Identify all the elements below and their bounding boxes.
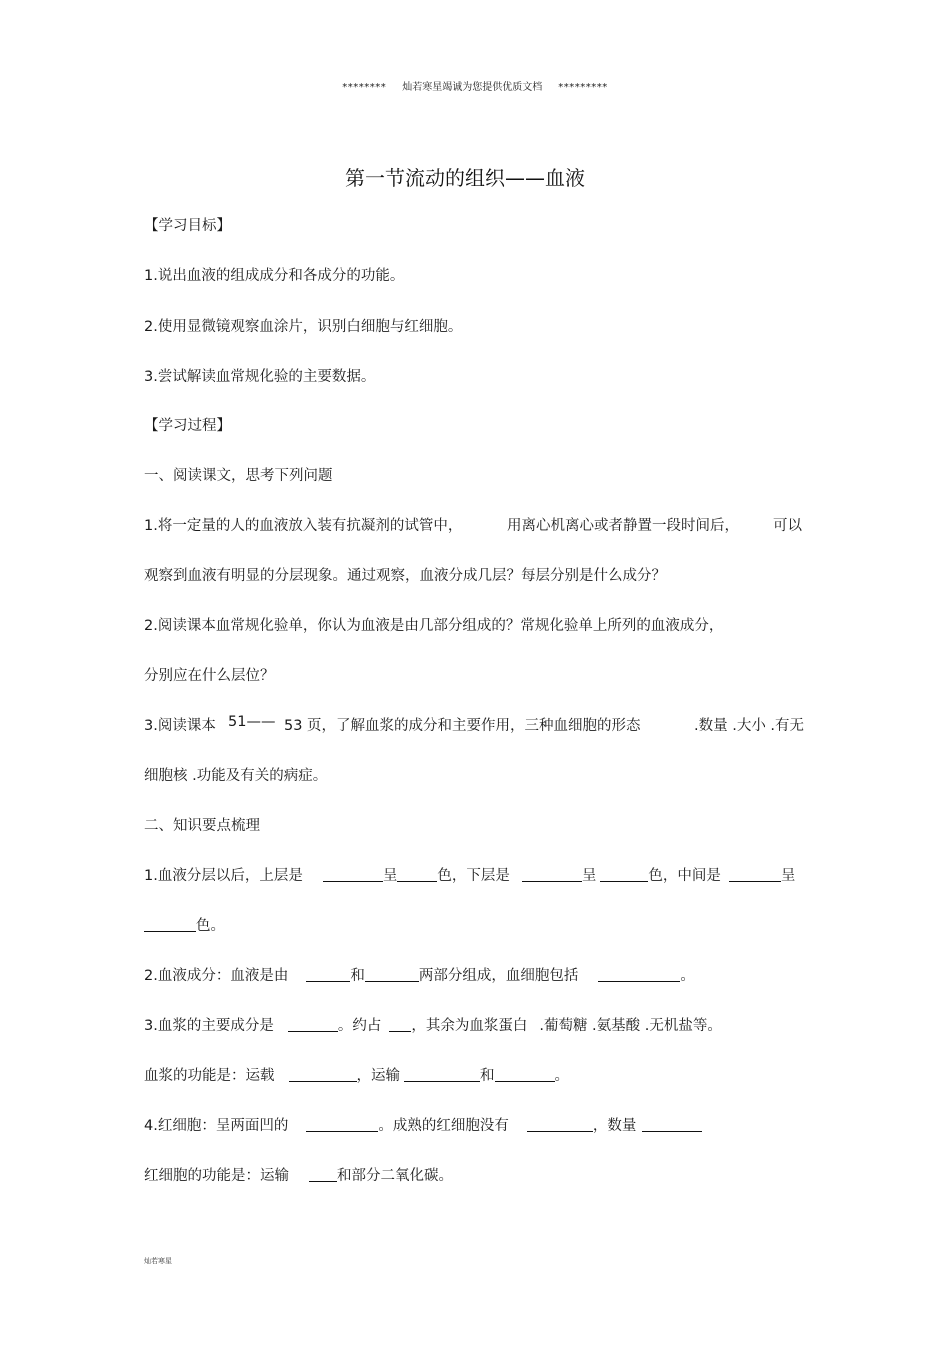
k4-text-c: ，数量 [592,1118,637,1134]
goal-item-1: 1.说出血液的组成成分和各成分的功能。 [144,268,405,284]
k1-text-e: 色，中间是 [648,868,721,884]
k3b-text-d: 。 [554,1068,569,1084]
k4b-blank-transport[interactable] [309,1167,337,1182]
k1-blank-middle-layer[interactable] [729,867,781,882]
q3-text-d: .数量 .大小 .有无 [694,718,805,734]
k3-blank-main[interactable] [288,1017,338,1032]
k1-text-d: 呈 [581,868,597,884]
q1-text-c: 可以 [773,518,802,534]
k4b-text-b: 和部分二氧化碳。 [337,1168,453,1184]
k1-line [144,864,795,885]
goal-item-2: 2.使用显微镜观察血涂片，识别白细胞与红细胞。 [144,319,463,335]
k3b-line [144,1064,569,1085]
k1-text-c: 色，下层是 [437,868,510,884]
k3-text-a: 3.血浆的主要成分是 [144,1018,274,1034]
q1-text-b: 用离心机离心或者静置一段时间后， [507,518,739,534]
k1-blank-middle-color[interactable] [144,917,196,932]
q1-text-d: 观察到血液有明显的分层现象。通过观察，血液分成几层？每层分别是什么成分？ [144,568,666,584]
k4-text-b: 。成熟的红细胞没有 [378,1118,509,1134]
k4-blank-lacks[interactable] [527,1117,593,1132]
q3-text-e: 细胞核 .功能及有关的病症。 [144,768,328,784]
k1-blank-lower-layer[interactable] [522,867,582,882]
k3-text-c: ，其余为血浆蛋白 [411,1018,528,1034]
q3-text-b: 51—— [228,714,276,730]
k2-text-d: 。 [680,968,695,984]
page-title: 第一节流动的组织——血液 [345,166,585,190]
goals-heading: 【学习目标】 [144,218,231,234]
process-heading: 【学习过程】 [144,418,231,434]
q2-text-b: 分别应在什么层位？ [144,668,275,684]
k2-blank-blood-cells[interactable] [598,967,680,982]
k1-text-g: 色。 [196,918,225,934]
goal-item-3: 3.尝试解读血常规化验的主要数据。 [144,369,376,385]
k3b-text-b: ，运输 [356,1068,400,1084]
q3-text-a: 3.阅读课本 [144,718,216,734]
k3b-blank-transport-1[interactable] [404,1067,480,1082]
k1-blank-lower-color[interactable] [600,867,648,882]
k3-line [144,1014,722,1035]
k4-text-a: 4.红细胞：呈两面凹的 [144,1118,289,1134]
k1-text-b: 呈 [382,868,398,884]
q1-text-a: 1.将一定量的人的血液放入装有抗凝剂的试管中， [144,518,463,534]
header-text: 灿若寒星竭诚为您提供优质文档 [402,82,543,93]
k4b-line [144,1164,453,1185]
k2-text-a: 2.血液成分：血液是由 [144,968,289,984]
k3b-blank-carry[interactable] [289,1067,357,1082]
k3b-text-a: 血浆的功能是：运载 [144,1068,275,1084]
q2-text-a: 2.阅读课本血常规化验单，你认为血液是由几部分组成的？常规化验单上所列的血液成分， [144,618,724,634]
k1-text-a: 1.血液分层以后，上层是 [144,868,303,884]
k1-line-2 [144,914,225,935]
k2-line [144,964,695,985]
k3-text-b: 。约占 [337,1018,382,1034]
page-footer: 灿若寒星 [144,1257,172,1265]
part2-title: 二、知识要点梳理 [144,818,260,834]
k4-line [144,1114,702,1135]
header-stars-right: ********* [558,82,608,93]
k4b-text-a: 红细胞的功能是：运输 [144,1168,289,1184]
k1-blank-upper-layer[interactable] [323,867,383,882]
k3-text-d: .葡萄糖 .氨基酸 .无机盐等。 [539,1018,722,1034]
k2-blank-part2[interactable] [365,967,419,982]
page-header [0,78,950,93]
k4-blank-count[interactable] [642,1117,702,1132]
k1-text-f: 呈 [780,868,796,884]
k3b-text-c: 和 [480,1068,495,1084]
k4-blank-shape[interactable] [306,1117,378,1132]
k1-blank-upper-color[interactable] [397,867,437,882]
k2-blank-part1[interactable] [306,967,350,982]
k2-text-b: 和 [350,968,365,984]
k2-text-c: 两部分组成，血细胞包括 [418,968,579,984]
header-stars-left: ******** [342,82,387,93]
k3b-blank-transport-2[interactable] [495,1067,555,1082]
k3-blank-ratio[interactable] [389,1017,411,1032]
part1-title: 一、阅读课文，思考下列问题 [144,468,333,484]
q3-text-c: 53 页，了解血浆的成分和主要作用，三种血细胞的形态 [284,718,641,734]
